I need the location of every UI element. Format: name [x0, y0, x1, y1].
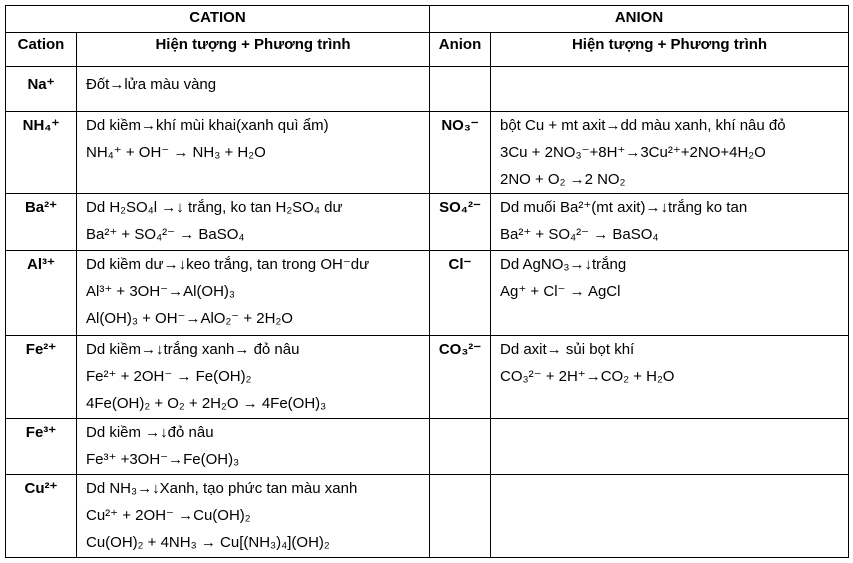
anion-description-cell [491, 419, 849, 475]
description-line: Dd kiềm→↓trắng xanh→ đỏ nâu [86, 341, 300, 358]
table-row [6, 112, 849, 194]
cation-description-header: Hiện tượng + Phương trình [77, 33, 430, 67]
description-line: Al(OH)₃ + OH⁻→AlO₂⁻ + 2H₂O [86, 310, 293, 327]
cation-cell: Fe²⁺ [6, 336, 77, 419]
cation-cell: Fe³⁺ [6, 419, 77, 475]
description-line: Ag⁺ + Cl⁻ → AgCl [500, 283, 621, 300]
description-line: bột Cu + mt axit→dd màu xanh, khí nâu đỏ [500, 117, 786, 134]
anion-cell: CO₃²⁻ [430, 336, 491, 419]
description-line: Dd AgNO₃→↓trắng [500, 256, 627, 273]
anion-description-cell [491, 67, 849, 112]
column-header-row [6, 33, 849, 67]
description-line: Fe³⁺ +3OH⁻→Fe(OH)₃ [86, 451, 240, 468]
description-line: Dd kiềm →↓đỏ nâu [86, 424, 214, 441]
description-line: Dd axit→ sủi bọt khí [500, 341, 635, 358]
cation-description-cell [77, 251, 430, 336]
description-line: Fe²⁺ + 2OH⁻ → Fe(OH)₂ [86, 368, 252, 385]
table-row [6, 419, 849, 475]
cation-cell: Ba²⁺ [6, 194, 77, 251]
description-line: 2NO + O₂ →2 NO₂ [500, 171, 626, 188]
ion-identification-table [5, 5, 849, 558]
description-line: Ba²⁺ + SO₄²⁻ → BaSO₄ [500, 226, 659, 243]
anion-description-cell [491, 112, 849, 194]
anion-description-header: Hiện tượng + Phương trình [491, 33, 849, 67]
description-line: CO₃²⁻ + 2H⁺→CO₂ + H₂O [500, 368, 675, 385]
anion-description-cell [491, 251, 849, 336]
cation-description-cell [77, 419, 430, 475]
cation-description-cell [77, 112, 430, 194]
cation-cell: Al³⁺ [6, 251, 77, 336]
anion-description-cell [491, 194, 849, 251]
cation-description-cell [77, 336, 430, 419]
description-line: Dd H₂SO₄l →↓ trắng, ko tan H₂SO₄ dư [86, 199, 343, 216]
anion-cell [430, 419, 491, 475]
description-line: 3Cu + 2NO₃⁻+8H⁺→3Cu²⁺+2NO+4H₂O [500, 144, 766, 161]
table-row [6, 67, 849, 112]
anion-cell [430, 475, 491, 558]
description-line: Cu(OH)₂ + 4NH₃ → Cu[(NH₃)₄](OH)₂ [86, 534, 330, 551]
anion-column-header: Anion [430, 33, 491, 67]
description-line: NH₄⁺ + OH⁻ → NH₃ + H₂O [86, 144, 266, 161]
cation-cell: Na⁺ [6, 67, 77, 112]
cation-description-cell [77, 194, 430, 251]
table-row [6, 251, 849, 336]
cation-column-header: Cation [6, 33, 77, 67]
anion-cell: NO₃⁻ [430, 112, 491, 194]
cation-cell: Cu²⁺ [6, 475, 77, 558]
cation-description-cell [77, 475, 430, 558]
anion-cell [430, 67, 491, 112]
anion-group-header: ANION [430, 6, 849, 33]
table-row [6, 336, 849, 419]
description-line: Ba²⁺ + SO₄²⁻ → BaSO₄ [86, 226, 245, 243]
table-row [6, 194, 849, 251]
description-line: Al³⁺ + 3OH⁻→Al(OH)₃ [86, 283, 236, 300]
description-line: Cu²⁺ + 2OH⁻ →Cu(OH)₂ [86, 507, 251, 524]
cation-cell: NH₄⁺ [6, 112, 77, 194]
table-row [6, 475, 849, 558]
anion-cell: Cl⁻ [430, 251, 491, 336]
description-line: Đốt→lửa màu vàng [86, 76, 217, 93]
description-line: Dd muối Ba²⁺(mt axit)→↓trắng ko tan [500, 199, 748, 216]
cation-description-cell [77, 67, 430, 112]
description-line: Dd kiềm dư→↓keo trắng, tan trong OH⁻dư [86, 256, 370, 273]
anion-description-cell [491, 475, 849, 558]
cation-group-header: CATION [6, 6, 430, 33]
description-line: Dd NH₃→↓Xanh, tạo phức tan màu xanh [86, 480, 358, 497]
description-line: 4Fe(OH)₂ + O₂ + 2H₂O → 4Fe(OH)₃ [86, 395, 327, 412]
group-header-row [6, 6, 849, 33]
anion-description-cell [491, 336, 849, 419]
description-line: Dd kiềm→khí mùi khai(xanh quì ẩm) [86, 117, 329, 134]
anion-cell: SO₄²⁻ [430, 194, 491, 251]
